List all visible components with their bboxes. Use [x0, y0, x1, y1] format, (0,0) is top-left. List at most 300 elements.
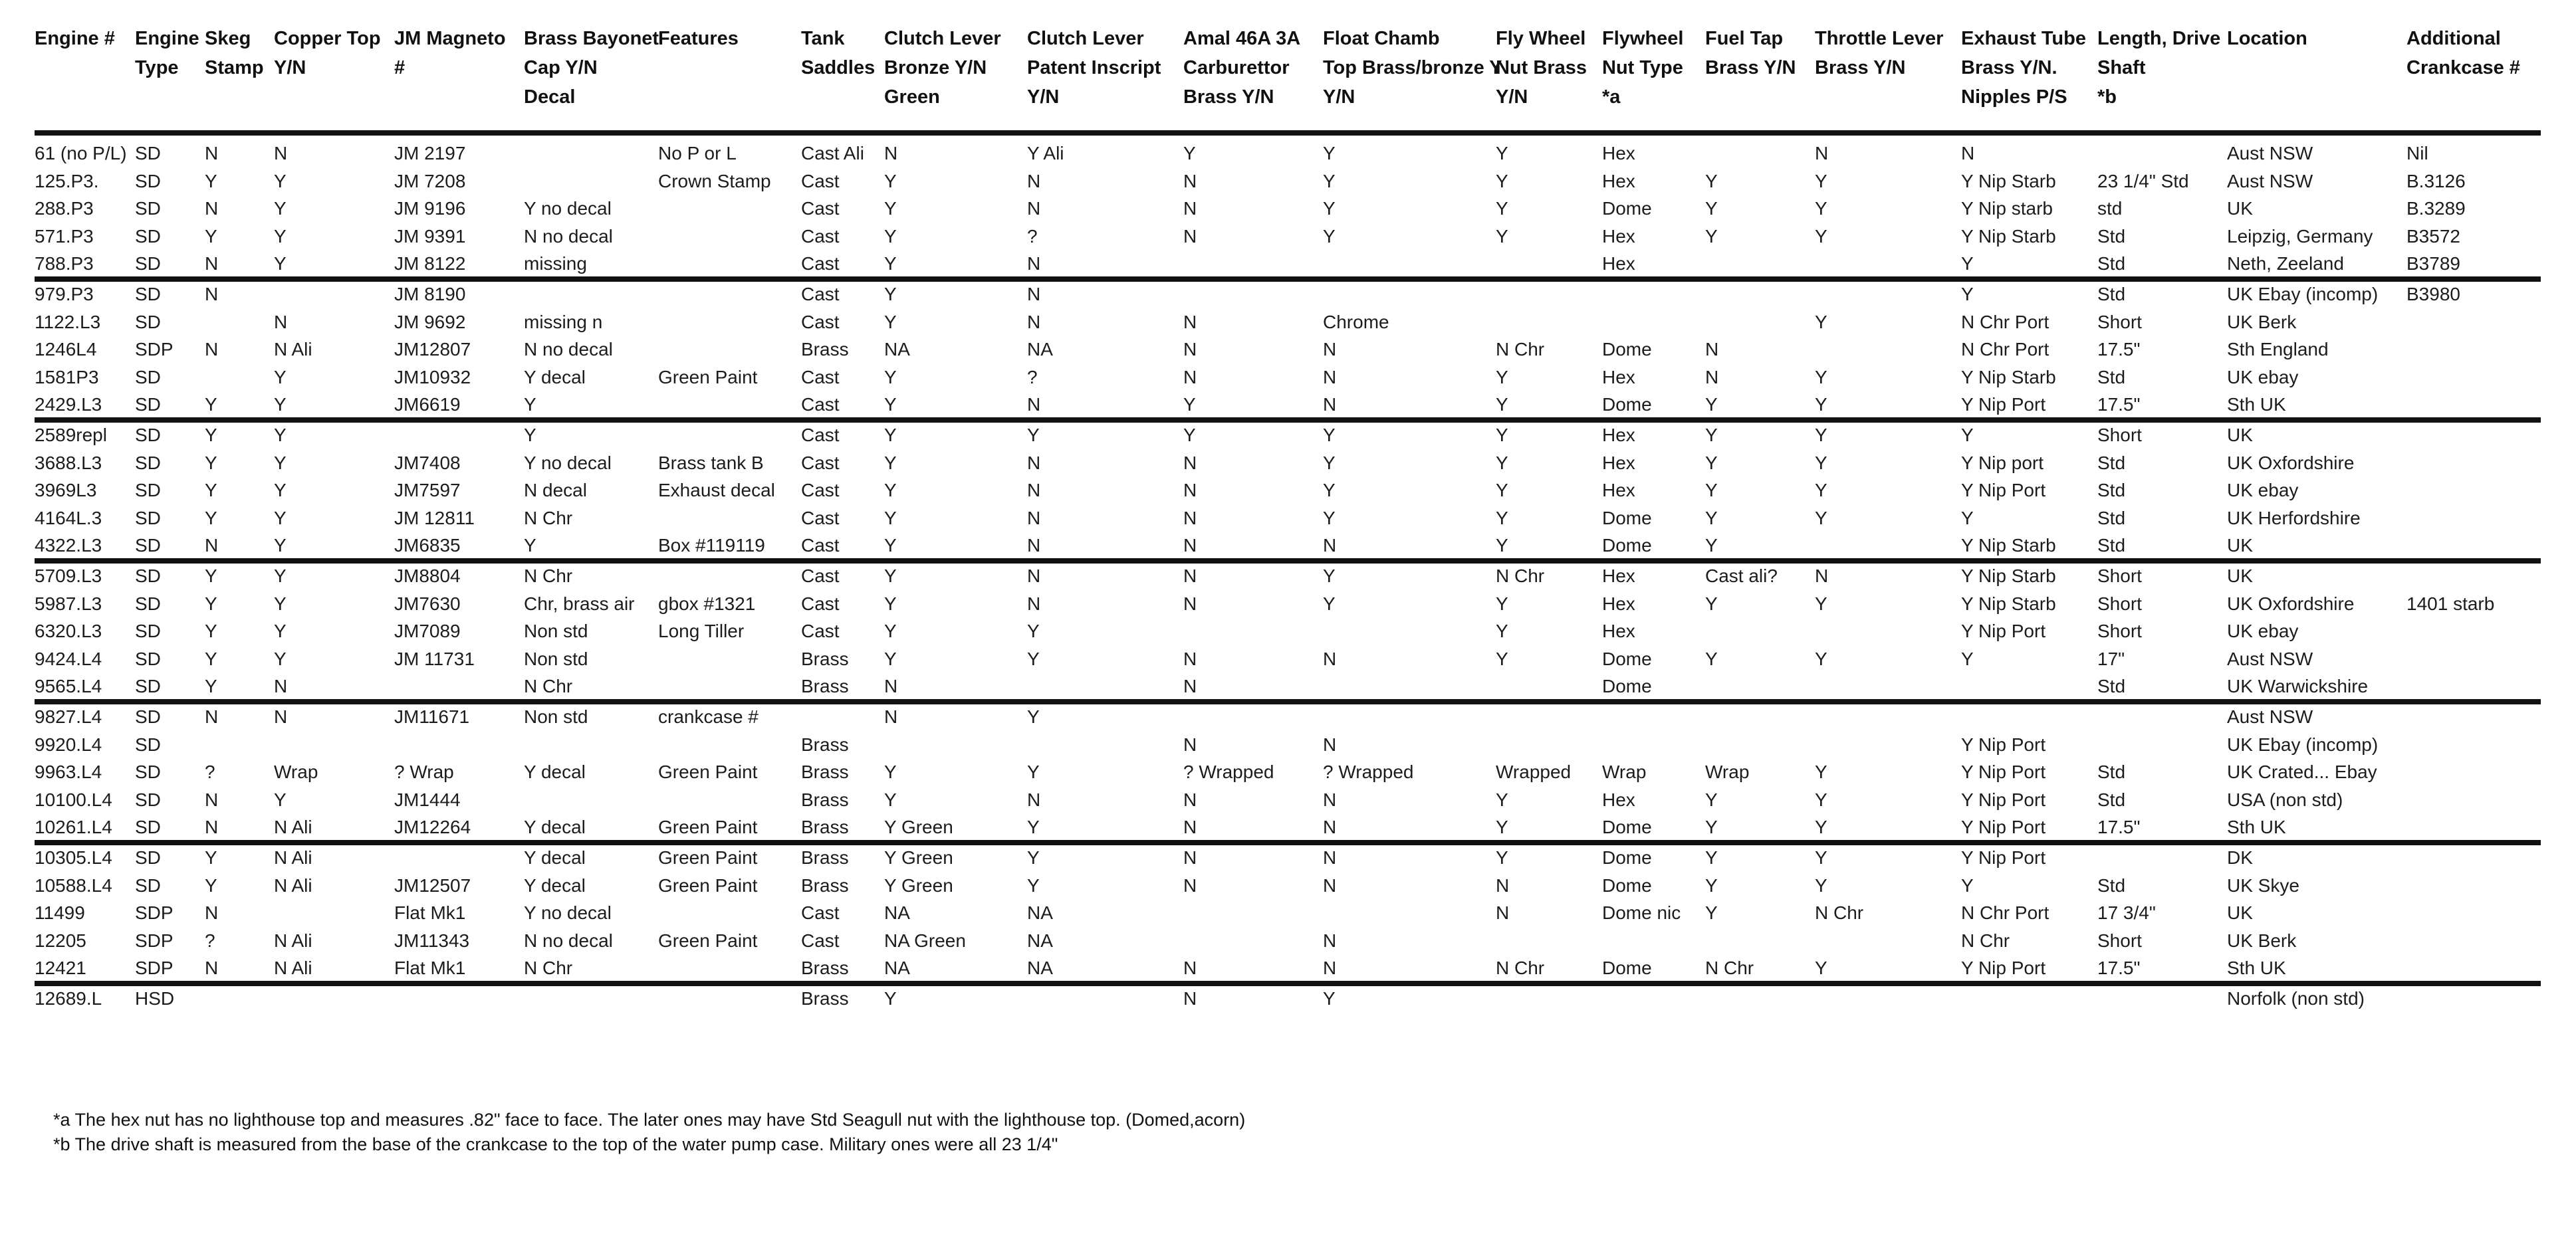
cell-skeg-stamp: Y	[205, 847, 217, 868]
cell-exhaust-tube: Y Nip Starb	[1961, 566, 2056, 586]
table-row	[0, 532, 2576, 560]
cell-tank-saddles: Brass	[801, 789, 849, 810]
cell-brass-bayonet-cap: N Chr	[524, 676, 573, 696]
cell-flywheel-nut-brass: N	[1496, 902, 1510, 923]
cell-copper-top: N Ali	[274, 847, 312, 868]
cell-skeg-stamp: N	[205, 339, 219, 360]
table-row	[0, 758, 2576, 786]
cell-brass-bayonet-cap: Y	[524, 425, 536, 445]
cell-tank-saddles: Cast	[801, 284, 840, 304]
cell-drive-shaft-length: Std	[2097, 480, 2126, 500]
cell-brass-bayonet-cap: Y decal	[524, 366, 586, 387]
cell-flywheel-nut-brass: Y	[1496, 847, 1508, 868]
cell-engine-number: 9920.L4	[35, 734, 102, 755]
cell-flywheel-nut-brass: Y	[1496, 143, 1508, 163]
cell-location: Sth UK	[2227, 394, 2286, 415]
column-header-float-chamber-top: Float Chamb Top Brass/bronze Y Y/N	[1323, 28, 1502, 108]
cell-flywheel-nut-type: Dome	[1602, 958, 1652, 978]
cell-float-chamber-top: N	[1323, 789, 1337, 810]
cell-drive-shaft-length: Std	[2097, 762, 2126, 782]
cell-location: UK Oxfordshire	[2227, 593, 2355, 614]
cell-clutch-lever-patent: Y	[1027, 648, 1040, 669]
cell-float-chamber-top: N	[1323, 648, 1337, 669]
cell-engine-type: HSD	[135, 988, 175, 1009]
cell-tank-saddles: Cast	[801, 170, 840, 191]
cell-skeg-stamp: Y	[205, 566, 217, 586]
cell-skeg-stamp: Y	[205, 394, 217, 415]
cell-clutch-lever-patent: N	[1027, 452, 1041, 473]
cell-drive-shaft-length: Short	[2097, 311, 2142, 332]
cell-throttle-lever-brass: Y	[1815, 225, 1827, 247]
cell-skeg-stamp: Y	[205, 170, 217, 191]
cell-brass-bayonet-cap: N Chr	[524, 566, 573, 586]
cell-clutch-lever-bronze: Y	[884, 988, 897, 1009]
cell-flywheel-nut-brass: Y	[1496, 593, 1508, 614]
cell-features: Crown Stamp	[658, 170, 771, 191]
cell-engine-type: SD	[135, 762, 161, 782]
cell-jm-magneto: JM12507	[394, 875, 471, 896]
cell-exhaust-tube: Y	[1961, 875, 1974, 896]
cell-tank-saddles: Cast	[801, 253, 840, 274]
cell-copper-top: N Ali	[274, 817, 312, 837]
cell-float-chamber-top: N	[1323, 339, 1337, 360]
cell-float-chamber-top: N	[1323, 734, 1337, 755]
cell-flywheel-nut-brass: Wrapped	[1496, 762, 1572, 782]
cell-brass-bayonet-cap: N Chr	[524, 507, 573, 528]
cell-clutch-lever-bronze: Y	[884, 621, 897, 641]
cell-skeg-stamp: Y	[205, 480, 217, 500]
cell-fuel-tap-brass: Wrap	[1705, 762, 1750, 782]
cell-engine-number: 4164L.3	[35, 507, 102, 528]
cell-brass-bayonet-cap: Chr, brass air	[524, 593, 635, 614]
cell-engine-number: 9963.L4	[35, 762, 102, 782]
cell-flywheel-nut-brass: Y	[1496, 648, 1508, 669]
table-row	[0, 899, 2576, 927]
cell-exhaust-tube: Y	[1961, 648, 1974, 669]
cell-engine-type: SD	[135, 198, 161, 219]
cell-throttle-lever-brass: Y	[1815, 480, 1827, 500]
cell-clutch-lever-patent: NA	[1027, 339, 1053, 360]
cell-flywheel-nut-type: Hex	[1602, 452, 1635, 473]
cell-drive-shaft-length: 17"	[2097, 648, 2125, 669]
cell-brass-bayonet-cap: Y decal	[524, 847, 586, 868]
cell-location: Leipzig, Germany	[2227, 225, 2373, 247]
cell-amal-carburettor: N	[1183, 875, 1197, 896]
cell-throttle-lever-brass: Y	[1815, 198, 1827, 219]
cell-copper-top: N	[274, 676, 288, 696]
cell-engine-type: SD	[135, 789, 161, 810]
cell-skeg-stamp: Y	[205, 676, 217, 696]
cell-clutch-lever-patent: N	[1027, 253, 1041, 274]
cell-engine-type: SD	[135, 734, 161, 755]
cell-amal-carburettor: N	[1183, 958, 1197, 978]
cell-copper-top: N	[274, 706, 288, 727]
cell-flywheel-nut-type: Dome	[1602, 198, 1652, 219]
cell-drive-shaft-length: Std	[2097, 507, 2126, 528]
table-row	[0, 645, 2576, 673]
cell-fuel-tap-brass: Y	[1705, 480, 1718, 500]
cell-location: UK Skye	[2227, 875, 2299, 896]
table-row	[0, 731, 2576, 759]
cell-fuel-tap-brass: N	[1705, 339, 1719, 360]
cell-drive-shaft-length: Short	[2097, 593, 2142, 614]
cell-tank-saddles: Brass	[801, 847, 849, 868]
cell-tank-saddles: Cast	[801, 480, 840, 500]
table-row	[0, 449, 2576, 477]
cell-skeg-stamp: Y	[205, 225, 217, 247]
column-header-engine-type: Engine Type	[135, 28, 199, 78]
cell-clutch-lever-patent: Y	[1027, 621, 1040, 641]
cell-engine-type: SD	[135, 676, 161, 696]
cell-float-chamber-top: Y	[1323, 593, 1336, 614]
cell-float-chamber-top: N	[1323, 535, 1337, 556]
cell-clutch-lever-patent: NA	[1027, 902, 1053, 923]
cell-fuel-tap-brass: Y	[1705, 902, 1718, 923]
cell-clutch-lever-bronze: NA	[884, 339, 910, 360]
cell-tank-saddles: Cast	[801, 311, 840, 332]
cell-fuel-tap-brass: Y	[1705, 593, 1718, 614]
cell-flywheel-nut-brass: Y	[1496, 198, 1508, 219]
cell-amal-carburettor: N	[1183, 847, 1197, 868]
cell-clutch-lever-bronze: Y	[884, 566, 897, 586]
cell-brass-bayonet-cap: N no decal	[524, 930, 613, 951]
cell-features: Long Tiller	[658, 621, 745, 641]
cell-tank-saddles: Cast	[801, 902, 840, 923]
cell-engine-type: SDP	[135, 902, 174, 923]
cell-float-chamber-top: N	[1323, 394, 1337, 415]
cell-jm-magneto: JM6619	[394, 394, 461, 415]
table-row	[0, 195, 2576, 223]
column-header-clutch-lever-bronze: Clutch Lever Bronze Y/N Green	[884, 28, 1001, 108]
cell-engine-number: 2589repl	[35, 425, 107, 445]
cell-engine-type: SD	[135, 425, 161, 445]
column-header-flywheel-nut-type: Flywheel Nut Type *a	[1602, 28, 1684, 108]
cell-clutch-lever-bronze: Y	[884, 366, 897, 387]
cell-clutch-lever-bronze: Y	[884, 170, 897, 191]
cell-additional-crankcase: Nil	[2406, 143, 2428, 163]
cell-jm-magneto: JM6835	[394, 535, 461, 556]
cell-clutch-lever-bronze: Y	[884, 762, 897, 782]
cell-fuel-tap-brass: Y	[1705, 875, 1718, 896]
cell-copper-top: Y	[274, 507, 287, 528]
cell-brass-bayonet-cap: N no decal	[524, 339, 613, 360]
cell-exhaust-tube: Y Nip port	[1961, 452, 2044, 473]
cell-engine-number: 11499	[35, 902, 85, 923]
cell-flywheel-nut-type: Hex	[1602, 621, 1635, 641]
table-row	[0, 703, 2576, 731]
cell-float-chamber-top: N	[1323, 958, 1337, 978]
cell-drive-shaft-length: Short	[2097, 621, 2142, 641]
cell-fuel-tap-brass: Y	[1705, 535, 1718, 556]
cell-fuel-tap-brass: N Chr	[1705, 958, 1754, 978]
cell-float-chamber-top: N	[1323, 817, 1337, 837]
cell-drive-shaft-length: Std	[2097, 452, 2126, 473]
cell-skeg-stamp: N	[205, 958, 219, 978]
cell-exhaust-tube: N	[1961, 143, 1975, 163]
cell-skeg-stamp: N	[205, 198, 219, 219]
table-row	[0, 476, 2576, 504]
table-row	[0, 844, 2576, 872]
cell-clutch-lever-patent: Y	[1027, 706, 1040, 727]
cell-features: Green Paint	[658, 847, 758, 868]
cell-flywheel-nut-type: Dome	[1602, 676, 1652, 696]
cell-tank-saddles: Cast	[801, 394, 840, 415]
cell-engine-type: SD	[135, 706, 161, 727]
column-header-location: Location	[2227, 28, 2307, 49]
cell-features: No P or L	[658, 143, 737, 163]
cell-copper-top: Y	[274, 170, 287, 191]
cell-tank-saddles: Brass	[801, 958, 849, 978]
cell-additional-crankcase: B3980	[2406, 284, 2460, 304]
cell-exhaust-tube: Y Nip Port	[1961, 789, 2046, 810]
table-row	[0, 250, 2576, 278]
cell-throttle-lever-brass: Y	[1815, 875, 1827, 896]
footnote-b: *b The drive shaft is measured from the base of the crankcase to the top of the water pump case. Military ones were all 23 1/4"	[53, 1134, 1058, 1154]
cell-jm-magneto: JM11343	[394, 930, 470, 951]
cell-drive-shaft-length: Std	[2097, 225, 2126, 247]
cell-engine-number: 12421	[35, 958, 86, 978]
cell-amal-carburettor: N	[1183, 593, 1197, 614]
cell-exhaust-tube: Y Nip Port	[1961, 480, 2046, 500]
cell-drive-shaft-length: std	[2097, 198, 2123, 219]
cell-tank-saddles: Cast	[801, 535, 840, 556]
cell-throttle-lever-brass: N	[1815, 143, 1829, 163]
cell-flywheel-nut-type: Hex	[1602, 170, 1635, 191]
cell-engine-number: 3688.L3	[35, 452, 102, 473]
cell-copper-top: Y	[274, 253, 287, 274]
cell-brass-bayonet-cap: Non std	[524, 706, 588, 727]
cell-flywheel-nut-type: Hex	[1602, 789, 1635, 810]
table-header	[0, 20, 2576, 133]
cell-jm-magneto: JM7630	[394, 593, 461, 614]
cell-throttle-lever-brass: Y	[1815, 762, 1827, 782]
cell-location: UK Berk	[2227, 311, 2297, 332]
cell-brass-bayonet-cap: missing	[524, 253, 587, 274]
cell-clutch-lever-patent: N	[1027, 198, 1041, 219]
table-row	[0, 504, 2576, 532]
cell-engine-type: SD	[135, 480, 161, 500]
cell-clutch-lever-bronze: NA	[884, 958, 910, 978]
cell-clutch-lever-patent: N	[1027, 789, 1041, 810]
cell-exhaust-tube: Y Nip Port	[1961, 734, 2046, 755]
cell-jm-magneto: JM11671	[394, 706, 470, 727]
cell-exhaust-tube: Y Nip Starb	[1961, 535, 2056, 556]
cell-location: UK Ebay (incomp)	[2227, 734, 2379, 755]
cell-drive-shaft-length: Std	[2097, 789, 2126, 810]
cell-throttle-lever-brass: Y	[1815, 425, 1827, 445]
cell-exhaust-tube: N Chr Port	[1961, 339, 2049, 360]
cell-jm-magneto: ? Wrap	[394, 762, 454, 782]
cell-jm-magneto: JM 8122	[394, 253, 466, 274]
column-header-engine-number: Engine #	[35, 28, 115, 49]
cell-clutch-lever-bronze: NA Green	[884, 930, 966, 951]
column-header-flywheel-nut-brass: Fly Wheel Nut Brass Y/N	[1496, 28, 1587, 108]
cell-features: Green Paint	[658, 817, 758, 837]
cell-float-chamber-top: N	[1323, 875, 1337, 896]
table-row	[0, 786, 2576, 814]
cell-float-chamber-top: Y	[1323, 198, 1336, 219]
cell-brass-bayonet-cap: Y	[524, 535, 536, 556]
cell-features: gbox #1321	[658, 593, 756, 614]
cell-brass-bayonet-cap: Y no decal	[524, 902, 612, 923]
cell-brass-bayonet-cap: missing n	[524, 311, 603, 332]
column-header-features: Features	[658, 28, 739, 49]
cell-exhaust-tube: Y	[1961, 507, 1974, 528]
cell-engine-number: 9827.L4	[35, 706, 102, 727]
table-row	[0, 927, 2576, 955]
cell-additional-crankcase: B3789	[2406, 253, 2460, 274]
cell-fuel-tap-brass: Y	[1705, 425, 1718, 445]
cell-additional-crankcase: B.3289	[2406, 198, 2466, 219]
cell-copper-top: Y	[274, 566, 287, 586]
cell-throttle-lever-brass: Y	[1815, 958, 1827, 978]
cell-tank-saddles: Brass	[801, 339, 849, 360]
cell-exhaust-tube: Y Nip Starb	[1961, 366, 2056, 387]
cell-exhaust-tube: Y Nip Port	[1961, 847, 2046, 868]
cell-copper-top: Y	[274, 198, 287, 219]
cell-drive-shaft-length: Std	[2097, 535, 2126, 556]
cell-features: Exhaust decal	[658, 480, 775, 500]
cell-location: UK Warwickshire	[2227, 676, 2369, 696]
cell-clutch-lever-patent: Y	[1027, 425, 1040, 445]
cell-throttle-lever-brass: Y	[1815, 366, 1827, 387]
cell-flywheel-nut-type: Hex	[1602, 425, 1635, 445]
cell-exhaust-tube: Y	[1961, 284, 1974, 304]
cell-brass-bayonet-cap: N decal	[524, 480, 587, 500]
column-header-throttle-lever-brass: Throttle Lever Brass Y/N	[1815, 28, 1944, 78]
cell-engine-number: 2429.L3	[35, 394, 102, 415]
cell-skeg-stamp: N	[205, 535, 219, 556]
cell-amal-carburettor: ? Wrapped	[1183, 762, 1274, 782]
column-header-fuel-tap-brass: Fuel Tap Brass Y/N	[1705, 28, 1796, 78]
cell-engine-type: SD	[135, 225, 161, 247]
cell-drive-shaft-length: 17.5"	[2097, 394, 2141, 415]
cell-amal-carburettor: N	[1183, 648, 1197, 669]
cell-copper-top: Y	[274, 535, 287, 556]
cell-tank-saddles: Brass	[801, 875, 849, 896]
cell-location: UK Oxfordshire	[2227, 452, 2355, 473]
cell-skeg-stamp: Y	[205, 425, 217, 445]
cell-float-chamber-top: Y	[1323, 170, 1336, 191]
cell-engine-number: 10100.L4	[35, 789, 112, 810]
column-header-copper-top: Copper Top Y/N	[274, 28, 381, 78]
cell-fuel-tap-brass: Y	[1705, 198, 1718, 219]
cell-amal-carburettor: N	[1183, 225, 1197, 247]
cell-clutch-lever-bronze: Y Green	[884, 817, 953, 837]
cell-location: UK	[2227, 566, 2253, 586]
cell-fuel-tap-brass: Y	[1705, 452, 1718, 473]
cell-copper-top: Y	[274, 593, 287, 614]
cell-amal-carburettor: Y	[1183, 143, 1196, 163]
cell-engine-number: 979.P3	[35, 284, 94, 304]
cell-skeg-stamp: ?	[205, 930, 215, 951]
group-divider	[35, 130, 2541, 136]
cell-engine-type: SD	[135, 253, 161, 274]
cell-brass-bayonet-cap: Y decal	[524, 762, 586, 782]
cell-throttle-lever-brass: Y	[1815, 593, 1827, 614]
table-row	[0, 421, 2576, 449]
cell-tank-saddles: Cast	[801, 425, 840, 445]
cell-brass-bayonet-cap: Y no decal	[524, 198, 612, 219]
table-row	[0, 363, 2576, 391]
cell-amal-carburettor: N	[1183, 566, 1197, 586]
table-row	[0, 590, 2576, 618]
cell-amal-carburettor: N	[1183, 366, 1197, 387]
cell-tank-saddles: Brass	[801, 648, 849, 669]
cell-drive-shaft-length: Short	[2097, 930, 2142, 951]
cell-clutch-lever-bronze: Y Green	[884, 875, 953, 896]
column-header-additional-crankcase: Additional Crankcase #	[2406, 28, 2520, 78]
cell-clutch-lever-bronze: Y	[884, 425, 897, 445]
cell-flywheel-nut-brass: Y	[1496, 394, 1508, 415]
cell-amal-carburettor: N	[1183, 311, 1197, 332]
cell-engine-number: 12689.L	[35, 988, 102, 1009]
cell-fuel-tap-brass: Y	[1705, 170, 1718, 191]
cell-engine-number: 4322.L3	[35, 535, 102, 556]
cell-amal-carburettor: N	[1183, 198, 1197, 219]
cell-clutch-lever-patent: N	[1027, 394, 1041, 415]
cell-engine-type: SD	[135, 621, 161, 641]
cell-jm-magneto: JM 9692	[394, 311, 466, 332]
cell-engine-type: SD	[135, 452, 161, 473]
table-row	[0, 562, 2576, 590]
cell-flywheel-nut-brass: Y	[1496, 817, 1508, 837]
cell-brass-bayonet-cap: Y decal	[524, 875, 586, 896]
cell-exhaust-tube: N Chr Port	[1961, 311, 2049, 332]
cell-clutch-lever-bronze: Y	[884, 593, 897, 614]
cell-jm-magneto: JM8804	[394, 566, 461, 586]
cell-clutch-lever-bronze: NA	[884, 902, 910, 923]
cell-copper-top: Y	[274, 394, 287, 415]
cell-location: Aust NSW	[2227, 648, 2313, 669]
cell-float-chamber-top: Y	[1323, 452, 1336, 473]
cell-clutch-lever-bronze: N	[884, 706, 898, 727]
cell-flywheel-nut-brass: Y	[1496, 621, 1508, 641]
cell-amal-carburettor: Y	[1183, 425, 1196, 445]
cell-brass-bayonet-cap: Non std	[524, 621, 588, 641]
cell-tank-saddles: Cast	[801, 930, 840, 951]
cell-fuel-tap-brass: Y	[1705, 648, 1718, 669]
table-row	[0, 167, 2576, 195]
cell-exhaust-tube: N Chr Port	[1961, 902, 2049, 923]
cell-location: Aust NSW	[2227, 706, 2313, 727]
cell-drive-shaft-length: Std	[2097, 676, 2126, 696]
table-row	[0, 673, 2576, 700]
cell-flywheel-nut-type: Hex	[1602, 566, 1635, 586]
cell-exhaust-tube: Y	[1961, 253, 1974, 274]
cell-drive-shaft-length: Short	[2097, 425, 2142, 445]
cell-exhaust-tube: Y Nip starb	[1961, 198, 2053, 219]
cell-engine-type: SD	[135, 143, 161, 163]
cell-skeg-stamp: N	[205, 284, 219, 304]
cell-jm-magneto: JM 7208	[394, 170, 466, 191]
cell-skeg-stamp: N	[205, 143, 219, 163]
table-row	[0, 954, 2576, 982]
cell-flywheel-nut-type: Wrap	[1602, 762, 1647, 782]
cell-flywheel-nut-type: Dome nic	[1602, 902, 1681, 923]
cell-clutch-lever-bronze: Y Green	[884, 847, 953, 868]
cell-float-chamber-top: Y	[1323, 480, 1336, 500]
cell-drive-shaft-length: Short	[2097, 566, 2142, 586]
cell-copper-top: N Ali	[274, 339, 312, 360]
cell-features: crankcase #	[658, 706, 759, 727]
cell-drive-shaft-length: 17.5"	[2097, 339, 2141, 360]
table-row	[0, 985, 2576, 1013]
cell-flywheel-nut-type: Dome	[1602, 847, 1652, 868]
cell-engine-number: 12205	[35, 930, 86, 951]
cell-flywheel-nut-type: Hex	[1602, 366, 1635, 387]
cell-clutch-lever-bronze: Y	[884, 648, 897, 669]
